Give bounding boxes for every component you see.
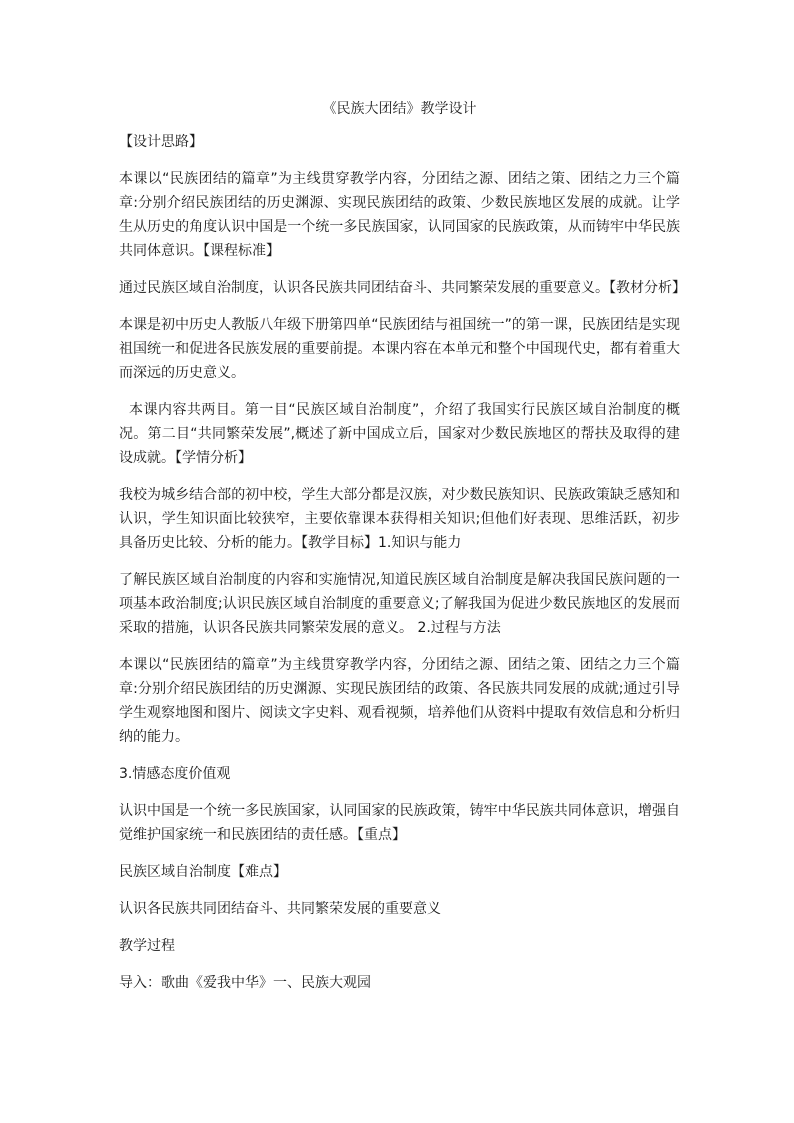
- paragraph-textbook-analysis: 本课是初中历史人教版八年级下册第四单“民族团结与祖国统一”的第一课，民族团结是实现祖国统一和促进各民族发展的重要前提。本课内容在本单元和整个中国现代史，都有着重大而深远的历史意义。: [119, 317, 680, 381]
- paragraph-emotion-values: 认识中国是一个统一多民族国家，认同国家的民族政策，铸牢中华民族共同体意识，增强自觉维护国家统一和民族团结的责任感。【重点】: [119, 803, 680, 843]
- paragraph-introduction: 导入：歌曲《爱我中华》一、民族大观园: [119, 975, 371, 991]
- paragraph-design-idea: 本课以“民族团结的篇章”为主线贯穿教学内容，分团结之源、团结之策、团结之力三个篇章:分别介绍民族团结的历史渊源、实现民族团结的政策、少数民族地区发展的成就。让学生从历史的角度认识中国是一个统一多民族国家，认同国家的民族政策，从而铸牢中华民族共同体意识。【课程标准】: [119, 171, 680, 259]
- paragraph-emotion-heading: 3.情感态度价值观: [119, 766, 231, 782]
- paragraph-process-method: 本课以“民族团结的篇章”为主线贯穿教学内容，分团结之源、团结之策、团结之力三个篇章:分别介绍民族团结的历史渊源、实现民族团结的政策、各民族共同发展的成就;通过引导学生观察地图和图片、阅读文字史料、观看视频，培养他们从资料中提取有效信息和分析归纳的能力。: [119, 657, 680, 745]
- paragraph-curriculum-standard: 通过民族区域自治制度，认识各民族共同团结奋斗、共同繁荣发展的重要意义。【教材分析】: [119, 280, 686, 296]
- paragraph-lesson-content: 本课内容共两目。第一目“民族区域自治制度”，介绍了我国实行民族区域自治制度的概况。第二目“共同繁荣发展”,概述了新中国成立后，国家对少数民族地区的帮扶及取得的建设成就。【学情分析】: [119, 402, 680, 466]
- paragraph-key-point: 民族区域自治制度【难点】: [119, 864, 287, 880]
- section-heading-design-idea: 【设计思路】: [119, 134, 203, 150]
- document-title: 《民族大团结》教学设计: [322, 101, 477, 117]
- paragraph-student-analysis: 我校为城乡结合部的初中校，学生大部分都是汉族，对少数民族知识、民族政策缺乏感知和认识，学生知识面比较狭窄，主要依靠课本获得相关知识;但他们好表现、思维活跃，初步具备历史比较、分析的能力。【教学目标】1.知识与能力: [119, 487, 680, 551]
- paragraph-knowledge-ability: 了解民族区域自治制度的内容和实施情况,知道民族区域自治制度是解决我国民族问题的一项基本政治制度;认识民族区域自治制度的重要意义;了解我国为促进少数民族地区的发展而采取的措施，认识各民族共同繁荣发展的意义。 2.过程与方法: [119, 572, 680, 636]
- paragraph-teaching-process: 教学过程: [119, 938, 175, 954]
- paragraph-difficulty: 认识各民族共同团结奋斗、共同繁荣发展的重要意义: [119, 901, 441, 917]
